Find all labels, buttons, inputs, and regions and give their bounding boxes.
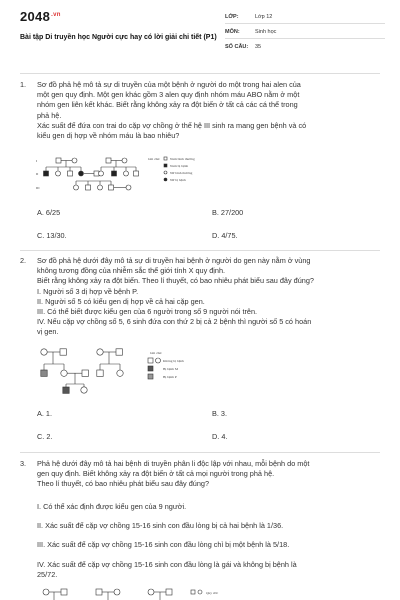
question-number: 3. [20, 459, 27, 468]
meta-divider [225, 23, 385, 24]
generation-label: I [36, 159, 38, 163]
question-text-line: một gen quy định. Một gen khác gồm 3 alen quy định nhóm máu ABO nằm ở một [37, 90, 300, 100]
answer-option-b[interactable]: B. 27/200 [212, 208, 244, 217]
question-text-line: III. Có thể biết được kiểu gen của 6 người trong số 9 người nói trên. [37, 307, 258, 317]
legend-item: Nam bị bệnh [170, 164, 189, 168]
statement: IV. Xác suất để cặp vợ chồng 15-16 sinh con đầu lòng là gái và không bị bệnh là [37, 559, 297, 569]
socau-value: 35 [255, 44, 262, 50]
pedigree-chart-1 [36, 154, 226, 198]
pedigree-male [56, 158, 61, 163]
generation-label: III [36, 186, 40, 190]
statement: I. Có thể xác định được kiểu gen của 9 người. [37, 502, 187, 511]
answer-option-d[interactable]: D. 4/75. [212, 231, 238, 240]
generation-label: II [36, 172, 39, 176]
question-text-line: Biết rằng không xảy ra đột biến. Theo lí thuyết, có bao nhiêu phát biểu sau đây đúng? [37, 276, 314, 286]
question-text-line: không tương đồng của nhiễm sắc thể giới tính X quy định. [37, 266, 226, 276]
question-text-line: gen quy định. Biết không xảy ra đột biến ở tất cả mọi người trong phả hệ. [37, 469, 275, 479]
section-divider [20, 73, 380, 74]
pedigree-chart-3 [36, 587, 256, 600]
answer-option-d[interactable]: D. 4. [212, 432, 228, 441]
pedigree-affected-female [79, 171, 84, 176]
question-number: 1. [20, 80, 27, 89]
logo-suffix: .vn [51, 11, 61, 18]
question-text-line: kiểu gen dị hợp về nhóm máu là bao nhiêu? [37, 131, 180, 141]
answer-option-c[interactable]: C. 2. [37, 432, 53, 441]
legend-title: Ghi chú: [148, 157, 161, 161]
question-text-line: phả hệ. [37, 110, 62, 120]
section-divider [20, 452, 380, 453]
question-text-line: vị gen. [37, 327, 59, 337]
answer-option-c[interactable]: C. 13/30. [37, 231, 67, 240]
socau-label: SỐ CÂU: [225, 44, 249, 50]
site-logo[interactable] [20, 9, 61, 24]
question-text-line: Sơ đồ phả hệ dưới đây mô tả sự di truyền hai bệnh ở người do gen này nằm ở vùng [37, 256, 311, 265]
question-2 [20, 256, 385, 338]
lop-value: Lớp 12 [255, 14, 273, 20]
statement: II. Xác suất để cặp vợ chồng 15-16 sinh con đầu lòng bị cả hai bệnh là 1/36. [37, 521, 284, 531]
page-header [0, 0, 400, 62]
question-text-line: Theo lí thuyết, có bao nhiêu phát biểu sau đây đúng? [37, 479, 210, 489]
legend-item: Bị bệnh M [163, 367, 178, 371]
question-text-line: Sơ đồ phả hệ mô tả sự di truyền của một bệnh ở người do một trong hai alen của [37, 80, 301, 89]
legend-item: Bị bệnh P [163, 375, 177, 379]
section-divider [20, 250, 380, 251]
question-text-line: Xác suất để đứa con trai do cặp vợ chồng ở thế hệ III sinh ra mang gen bệnh và có [37, 120, 307, 130]
legend-item: Nữ bị bệnh [170, 178, 186, 182]
meta-divider [225, 38, 385, 39]
logo-text: 2048 [20, 9, 51, 24]
question-text-line: IV. Nếu cặp vợ chồng số 5, 6 sinh đứa con thứ 2 bị cả 2 bệnh thì người số 5 có hoán [37, 317, 312, 327]
question-3 [20, 459, 385, 490]
question-1 [20, 80, 385, 141]
legend-item: Nam bình thường [170, 157, 195, 161]
answer-option-b[interactable]: B. 3. [212, 409, 228, 418]
mon-value: Sinh học [255, 29, 277, 35]
pedigree-chart-2 [36, 346, 236, 394]
question-text-line: Phả hệ dưới đây mô tả hai bệnh di truyền phân li độc lập với nhau, mỗi bệnh do một [37, 459, 310, 468]
pedigree-female [72, 158, 77, 163]
question-number: 2. [20, 256, 27, 265]
statement: III. Xác suất để cặp vợ chồng 15-16 sinh con đầu lòng chỉ bị một bệnh là 5/18. [37, 540, 290, 550]
legend-title: Ghi chú: [150, 351, 163, 355]
answer-option-a[interactable]: A. 1. [37, 409, 53, 418]
answer-option-a[interactable]: A. 6/25 [37, 208, 61, 217]
pedigree-affected-male [44, 171, 49, 176]
question-text-line: nhóm gen liên kết khác. Biết rằng không xảy ra đột biến ở tất cả các cá thể trong [37, 100, 298, 110]
document-title: Bài tập Di truyền học Người cực hay có lời giải chi tiết (P1) [20, 34, 217, 41]
mon-label: MÔN: [225, 29, 240, 35]
lop-label: LỚP: [225, 14, 239, 20]
legend-item: Nữ bình thường [170, 171, 193, 175]
statement: 25/72. [37, 569, 58, 579]
question-text-line: II. Người số 5 có kiểu gen dị hợp về cả hai cặp gen. [37, 296, 205, 306]
legend-item: Không bị bệnh [163, 359, 184, 363]
legend-title: Quy ước [206, 591, 219, 595]
question-text-line: I. Người số 3 dị hợp về bệnh P. [37, 286, 139, 296]
question-3-statements [20, 502, 385, 580]
